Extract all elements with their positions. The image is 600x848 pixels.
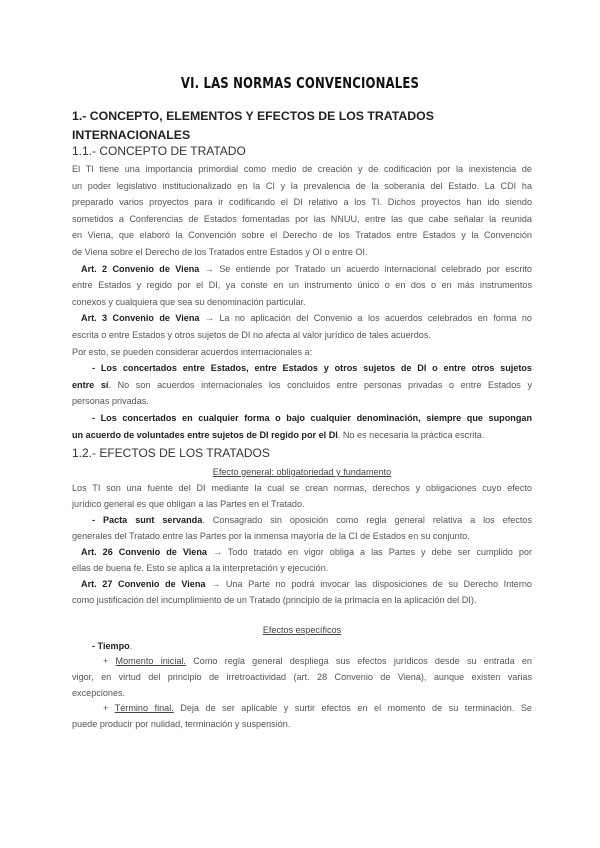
text: Por esto, se pueden considerar acuerdos internacionales a: (72, 346, 313, 357)
text-line (72, 161, 532, 178)
text-line (72, 464, 532, 480)
efectos-general-body (72, 464, 532, 608)
text: El TI tiene una importancia primordial como medio de creación y de codificación por la inexistencia de (72, 164, 532, 174)
paragraph (72, 480, 532, 512)
text: . Consagrado sin oposición como regla general relativa a los efectos (202, 515, 532, 525)
bold-text: - Pacta sunt servanda (92, 515, 203, 525)
paragraph (72, 544, 532, 576)
text: escrita o entre Estados y otros sujetos de DI no afecta al valor jurídico de tales acuerdos. (72, 329, 431, 340)
text-line (72, 686, 532, 702)
underlined-text: Efectos específicos (262, 625, 342, 635)
text-line (72, 528, 532, 544)
text-line (72, 670, 532, 686)
text: conexos y cualquiera que sea su denominación particular. (72, 296, 306, 307)
paragraph (72, 576, 532, 608)
text-line (72, 410, 532, 427)
text: de Viena sobre el Derecho de los Tratados entre Estados y OI o entre OI. (72, 246, 368, 257)
underlined-text: Efecto general: obligatoriedad y fundamento (212, 467, 392, 477)
text-line (72, 227, 532, 244)
text-line (72, 623, 532, 639)
paragraph (72, 639, 532, 655)
paragraph (72, 310, 532, 343)
text-line (72, 194, 532, 211)
text: un poder legislativo institucionalizado en la CI y la prevalencia de la soberanía del Estado. La CDI ha (72, 180, 532, 191)
bold-text: Art. 26 Convenio de Viena (81, 547, 207, 557)
text: → Todo tratado en vigor obliga a las Partes y debe ser cumplido por (206, 547, 532, 557)
paragraph (72, 410, 532, 443)
bold-text: un acuerdo de voluntades entre sujetos de DI regido por el DI (72, 429, 338, 440)
text-line (72, 360, 532, 377)
text: Como regla general despliega sus efectos jurídicos desde su entrada en (185, 656, 532, 667)
efectos-especificos-body (72, 623, 532, 733)
text-line (72, 310, 532, 327)
text: → La no aplicación del Convenio a los acuerdos celebrados en forma no (199, 313, 532, 324)
text-line (72, 427, 532, 444)
text-line (72, 377, 532, 394)
text: jurídico general es que obligan a las Partes en el Tratado. (72, 499, 305, 509)
text: como justificación del incumplimiento de un Tratado (principio de la primacía en la aplicación del DI). (72, 595, 477, 605)
text-line (72, 294, 532, 311)
text-line (72, 717, 532, 733)
bold-text: - Tiempo (92, 640, 130, 651)
text: generales del Tratado entre las Partes por la inmensa mayoría de la CI de Estados en su conjunto. (72, 531, 470, 541)
paragraph (72, 701, 532, 732)
text: vigor, en virtud del principio de irretroactividad (art. 28 Convenio de Viena), aunque existen varias (72, 672, 532, 683)
text: Los TI son una fuente del DI mediante la cual se crean normas, derechos y obligaciones cuyo efecto (72, 483, 532, 493)
text: . (129, 640, 133, 651)
text: → Una Parte no podrá invocar las disposiciones de su Derecho Interno (205, 579, 532, 589)
text-line (72, 178, 532, 195)
paragraph (72, 360, 532, 410)
subsection-heading-efectos: 1.2.- EFECTOS DE LOS TRATADOS (72, 446, 270, 460)
text: en Viena, que elaboró la Convención sobre el Derecho de los Tratados entre Estados y la Convención (72, 230, 532, 241)
text-line (72, 654, 532, 670)
paragraph (72, 623, 532, 639)
text: preparado varios proyectos para ir codificando el DI relativo a los TI. Dichos proyectos han ido siendo (72, 197, 532, 208)
text-line (72, 544, 532, 560)
bold-text: entre sí (72, 379, 109, 390)
text-line (72, 576, 532, 592)
paragraph (72, 261, 532, 311)
bold-text: Art. 27 Convenio de Viena (81, 579, 206, 589)
text: sometidos a Conferencias de Estados fomentadas por las NNUU, entre las que cabe señalar la reunida (72, 213, 532, 224)
text: . No son acuerdos internacionales los concluidos entre personas privadas o entre Estados y (108, 379, 532, 390)
text-line (72, 327, 532, 344)
text-line (72, 496, 532, 512)
text: → Se entiende por Tratado un acuerdo internacional celebrado por escrito (199, 263, 532, 274)
text-line (72, 244, 532, 261)
text-line (72, 277, 532, 294)
text-line (72, 211, 532, 228)
text: ellas de buena fe. Esto se aplica a la interpretación y ejecución. (72, 563, 329, 573)
text: + (103, 703, 115, 714)
paragraph (72, 464, 532, 480)
text-line (72, 639, 532, 655)
section-heading-line: 1.- CONCEPTO, ELEMENTOS Y EFECTOS DE LOS TRATADOS (72, 109, 434, 123)
page-title: VI. LAS NORMAS CONVENCIONALES (180, 74, 420, 92)
subsection-heading-concepto: 1.1.- CONCEPTO DE TRATADO (72, 144, 246, 158)
paragraph (72, 344, 532, 361)
text-line (72, 344, 532, 361)
text-line (72, 261, 532, 278)
bold-text: Art. 3 Convenio de Viena (81, 313, 200, 324)
text-line (72, 480, 532, 496)
bold-text: - Los concertados en cualquier forma o bajo cualquier denominación, siempre que supongan (92, 412, 532, 423)
section-heading (72, 107, 532, 145)
text: personas privadas. (72, 396, 149, 407)
text: puede producir por nulidad, terminación y suspensión. (72, 719, 291, 730)
text: + (103, 656, 116, 667)
text: . No es necesaria la práctica escrita. (337, 429, 485, 440)
paragraph (72, 161, 532, 261)
paragraph (72, 654, 532, 701)
bold-text: - Los concertados entre Estados, entre Estados y otros sujetos de DI o entre otros sujetos (92, 363, 532, 374)
text-line (72, 512, 532, 528)
text: Deja de ser aplicable y surtir efectos en el momento de su terminación. Se (173, 703, 532, 714)
paragraph (72, 512, 532, 544)
bold-text: Art. 2 Convenio de Viena (81, 263, 200, 274)
section-heading-line: INTERNACIONALES (72, 128, 191, 142)
underlined-text: Término final. (114, 703, 174, 714)
concepto-body (72, 161, 532, 443)
text-line (72, 393, 532, 410)
text-line (72, 701, 532, 717)
text-line (72, 592, 532, 608)
text-line (72, 560, 532, 576)
text: excepciones. (72, 687, 126, 698)
underlined-text: Momento inicial. (115, 656, 186, 667)
text: entre Estados y regido por el DI, ya conste en un instrumento único o en dos o en más instrumentos (72, 280, 532, 291)
